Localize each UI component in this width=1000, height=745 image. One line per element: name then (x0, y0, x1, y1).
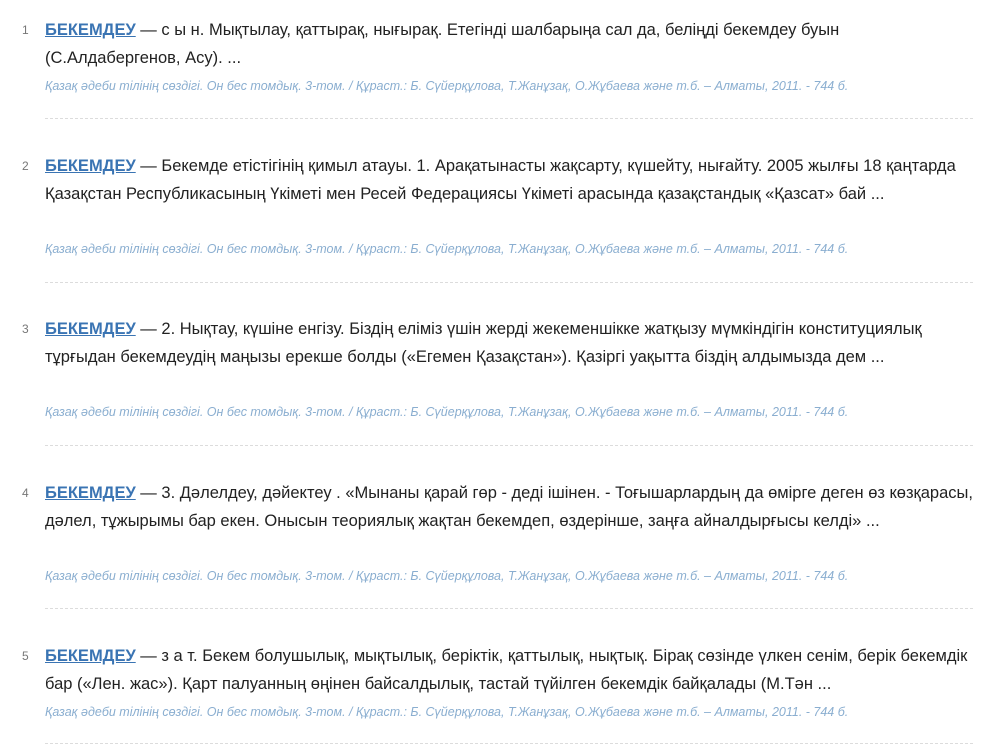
source-citation: Қазақ әдеби тілінің сөздігі. Он бес томдық. 3-том. / Құраст.: Б. Сүйерқұлова, Т.Жанұзақ, О.Жұбаева және т.б. – Алматы, 2011. - 744 б. (45, 705, 849, 719)
result-snippet (45, 17, 975, 72)
headword-link[interactable]: БЕКЕМДЕУ (45, 320, 136, 338)
source-citation: Қазақ әдеби тілінің сөздігі. Он бес томдық. 3-том. / Құраст.: Б. Сүйерқұлова, Т.Жанұзақ, О.Жұбаева және т.б. – Алматы, 2011. - 744 б. (45, 405, 849, 419)
definition-text: — Бекемде етістігінің қимыл атауы. 1. Арақатынасты жақсарту, күшейту, нығайту. 2005 жылғы 18 қаңтарда Қазақстан Республикасының Үкіметі мен Ресей Федерациясы Үкіметі арасында қазақстандық «Қазсат» бай ... (45, 157, 956, 203)
result-snippet (45, 316, 975, 371)
result-divider (45, 743, 973, 744)
result-number: 1 (22, 23, 29, 37)
result-divider (45, 608, 973, 609)
definition-text: — з а т. Бекем болушылық, мықтылық, беріктік, қаттылық, нықтық. Бірақ сөзінде үлкен сенім, берік бекемдік бар («Лен. жас»). Қарт палуанның өңінен байсалдылық, тастай түйілген бекемдік байқалады (М.Тән ... (45, 647, 968, 693)
result-divider (45, 118, 973, 119)
source-citation: Қазақ әдеби тілінің сөздігі. Он бес томдық. 3-том. / Құраст.: Б. Сүйерқұлова, Т.Жанұзақ, О.Жұбаева және т.б. – Алматы, 2011. - 744 б. (45, 569, 849, 583)
result-snippet (45, 480, 975, 535)
result-divider (45, 445, 973, 446)
headword-link[interactable]: БЕКЕМДЕУ (45, 157, 136, 175)
definition-text: — 3. Дәлелдеу, дәйектеу . «Мынаны қарай гөр - деді ішінен. - Тоғышарлардың да өмірге деген өз көзқарасы, дәлел, тұжырымы бар екен. Онысын теориялық жақтан бекемдеп, өздерінше, заңға айналдырғысы келді» ... (45, 484, 973, 530)
result-snippet (45, 153, 975, 208)
definition-text: — 2. Нықтау, күшіне енгізу. Біздің еліміз үшін жерді жекеменшікке жатқызу мүмкіндігін конституциялық тұрғыдан бекемдеудің маңызы ерекше болды («Егемен Қазақстан»). Қазіргі уақытта біздің алдымызда дем ... (45, 320, 922, 366)
source-citation: Қазақ әдеби тілінің сөздігі. Он бес томдық. 3-том. / Құраст.: Б. Сүйерқұлова, Т.Жанұзақ, О.Жұбаева және т.б. – Алматы, 2011. - 744 б. (45, 242, 849, 256)
result-number: 3 (22, 322, 29, 336)
result-number: 5 (22, 649, 29, 663)
result-number: 4 (22, 486, 29, 500)
result-divider (45, 282, 973, 283)
source-citation: Қазақ әдеби тілінің сөздігі. Он бес томдық. 3-том. / Құраст.: Б. Сүйерқұлова, Т.Жанұзақ, О.Жұбаева және т.б. – Алматы, 2011. - 744 б. (45, 79, 849, 93)
headword-link[interactable]: БЕКЕМДЕУ (45, 21, 136, 39)
result-number: 2 (22, 159, 29, 173)
headword-link[interactable]: БЕКЕМДЕУ (45, 484, 136, 502)
headword-link[interactable]: БЕКЕМДЕУ (45, 647, 136, 665)
definition-text: — с ы н. Мықтылау, қаттырақ, нығырақ. Етегінді шалбарыңа сал да, беліңді бекемдеу буын (С.Алдабергенов, Асу). ... (45, 21, 840, 67)
result-snippet (45, 643, 975, 698)
